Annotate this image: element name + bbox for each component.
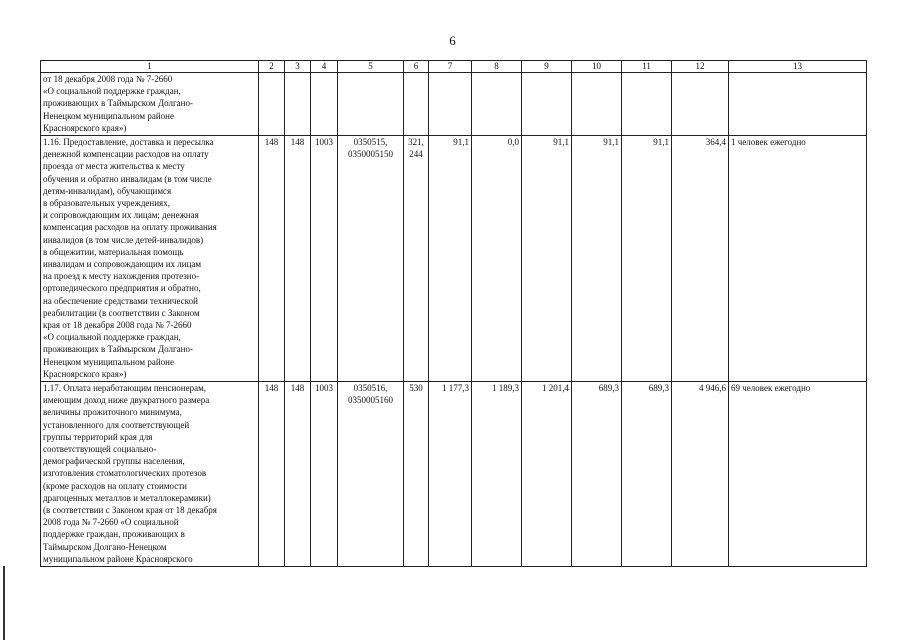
measure-description bbox=[41, 382, 259, 567]
text-line: инвалидов (в том числе детей-инвалидов) bbox=[43, 234, 204, 245]
text-line: проживающих в Таймырском Долгано- bbox=[43, 344, 193, 355]
text-line: на обеспечение средствами технической bbox=[43, 295, 198, 306]
code-cell bbox=[338, 136, 404, 382]
code-cell bbox=[338, 73, 404, 136]
text-line: обучения и обратно инвалидам (в том числе bbox=[43, 173, 212, 184]
text-line: 2008 года № 7-2660 «О социальной bbox=[43, 517, 179, 528]
text-line: Красноярского края») bbox=[43, 122, 127, 133]
value-cell bbox=[622, 73, 672, 136]
code-cell bbox=[259, 73, 285, 136]
value-cell: 91,1 bbox=[572, 136, 622, 382]
code-cell bbox=[285, 73, 311, 136]
code-cell bbox=[404, 73, 429, 136]
value-cell: 91,1 bbox=[522, 136, 572, 382]
text-line: установленного для соответствующей bbox=[43, 419, 190, 430]
code-line: 0350005160 bbox=[348, 395, 393, 406]
code-line: 530 bbox=[409, 383, 423, 393]
text-line: и сопровождающим их лицам; денежная bbox=[43, 210, 199, 221]
text-line: компенсация расходов на оплату проживания bbox=[43, 222, 217, 233]
code-cell: 148 bbox=[259, 382, 285, 567]
table-row bbox=[41, 73, 867, 136]
code-cell bbox=[311, 73, 338, 136]
text-line: имеющим доход ниже двукратного размера bbox=[43, 395, 210, 406]
value-cell: 1 201,4 bbox=[522, 382, 572, 567]
header-cell: 4 bbox=[311, 61, 338, 73]
text-line: проживающих в Таймырском Долгано- bbox=[43, 98, 193, 109]
value-cell: 91,1 bbox=[622, 136, 672, 382]
value-cell bbox=[522, 73, 572, 136]
text-line: проезда от места жительства к месту bbox=[43, 161, 185, 172]
value-cell bbox=[572, 73, 622, 136]
text-line: величины прожиточного минимума, bbox=[43, 407, 182, 418]
text-line: муниципальном районе Красноярского bbox=[43, 553, 193, 564]
result-cell: 69 человек ежегодно bbox=[729, 382, 867, 567]
text-line: в общежитии, материальная помощь bbox=[43, 246, 184, 257]
header-cell: 12 bbox=[672, 61, 729, 73]
column-number-row bbox=[41, 61, 867, 73]
text-line: группы территорий края для bbox=[43, 431, 153, 442]
text-line: детям-инвалидам), обучающимся bbox=[43, 185, 172, 196]
value-cell bbox=[429, 73, 472, 136]
text-line: соответствующей социально- bbox=[43, 444, 157, 455]
header-cell: 3 bbox=[285, 61, 311, 73]
text-line: ортопедического предприятия и обратно, bbox=[43, 283, 201, 294]
total-cell: 4 946,6 bbox=[672, 382, 729, 567]
value-cell: 689,3 bbox=[622, 382, 672, 567]
text-line: Красноярского края») bbox=[43, 368, 127, 379]
code-cell bbox=[404, 136, 429, 382]
header-cell: 5 bbox=[338, 61, 404, 73]
header-cell: 1 bbox=[41, 61, 259, 73]
code-cell: 148 bbox=[285, 382, 311, 567]
value-cell: 1 177,3 bbox=[429, 382, 472, 567]
total-cell bbox=[672, 73, 729, 136]
value-cell: 1 189,3 bbox=[472, 382, 522, 567]
text-line: изготовления стоматологических протезов bbox=[43, 468, 207, 479]
text-line: драгоценных металлов и металлокерамики) bbox=[43, 492, 211, 503]
header-cell: 2 bbox=[259, 61, 285, 73]
text-line: «О социальной поддержке граждан, bbox=[43, 86, 181, 97]
value-cell: 689,3 bbox=[572, 382, 622, 567]
text-line: денежной компенсации расходов на оплату bbox=[43, 149, 209, 160]
scan-edge-mark bbox=[3, 566, 5, 640]
page-number: 6 bbox=[449, 33, 456, 48]
value-cell bbox=[472, 73, 522, 136]
text-line: «О социальной поддержке граждан, bbox=[43, 332, 181, 343]
text-line: 1.17. Оплата неработающим пенсионерам, bbox=[43, 383, 207, 393]
code-cell: 148 bbox=[259, 136, 285, 382]
total-cell: 364,4 bbox=[672, 136, 729, 382]
text-line: Ненецком муниципальном районе bbox=[43, 110, 174, 121]
code-line: 0350516, bbox=[353, 383, 388, 393]
code-cell: 1003 bbox=[311, 136, 338, 382]
code-line: 244 bbox=[409, 149, 423, 160]
table-row bbox=[41, 136, 867, 382]
text-line: (в соответствии с Законом края от 18 декабря bbox=[43, 505, 217, 516]
text-line: Ненецком муниципальном районе bbox=[43, 356, 174, 367]
text-line: на проезд к месту нахождения протезно- bbox=[43, 271, 200, 282]
text-line: демографической группы населения, bbox=[43, 456, 185, 467]
value-cell: 0,0 bbox=[472, 136, 522, 382]
text-line: Таймырском Долгано-Ненецком bbox=[43, 541, 167, 552]
code-line: 0350005150 bbox=[348, 149, 393, 160]
table-row bbox=[41, 382, 867, 567]
text-line: в образовательных учреждениях, bbox=[43, 198, 170, 209]
text-line: поддержке граждан, проживающих в bbox=[43, 529, 185, 540]
text-line: инвалидам и сопровождающим их лицам bbox=[43, 259, 202, 270]
measure-description bbox=[41, 73, 259, 136]
text-line: от 18 декабря 2008 года № 7-2660 bbox=[43, 74, 173, 84]
header-cell: 13 bbox=[729, 61, 867, 73]
measure-description bbox=[41, 136, 259, 382]
code-line: 321, bbox=[408, 137, 424, 147]
header-cell: 8 bbox=[472, 61, 522, 73]
code-cell: 1003 bbox=[311, 382, 338, 567]
header-cell: 6 bbox=[404, 61, 429, 73]
value-cell: 91,1 bbox=[429, 136, 472, 382]
code-cell: 148 bbox=[285, 136, 311, 382]
text-line: 1.16. Предоставление, доставка и пересылка bbox=[43, 137, 214, 147]
text-line: края от 18 декабря 2008 года № 7-2660 bbox=[43, 320, 192, 331]
text-line: реабилитации (в соответствии с Законом bbox=[43, 307, 200, 318]
header-cell: 10 bbox=[572, 61, 622, 73]
header-cell: 11 bbox=[622, 61, 672, 73]
code-line: 0350515, bbox=[353, 137, 388, 147]
header-cell: 7 bbox=[429, 61, 472, 73]
budget-table bbox=[40, 60, 867, 567]
result-cell: 1 человек ежегодно bbox=[729, 136, 867, 382]
result-cell bbox=[729, 73, 867, 136]
code-cell bbox=[404, 382, 429, 567]
text-line: (кроме расходов на оплату стоимости bbox=[43, 480, 187, 491]
code-cell bbox=[338, 382, 404, 567]
header-cell: 9 bbox=[522, 61, 572, 73]
